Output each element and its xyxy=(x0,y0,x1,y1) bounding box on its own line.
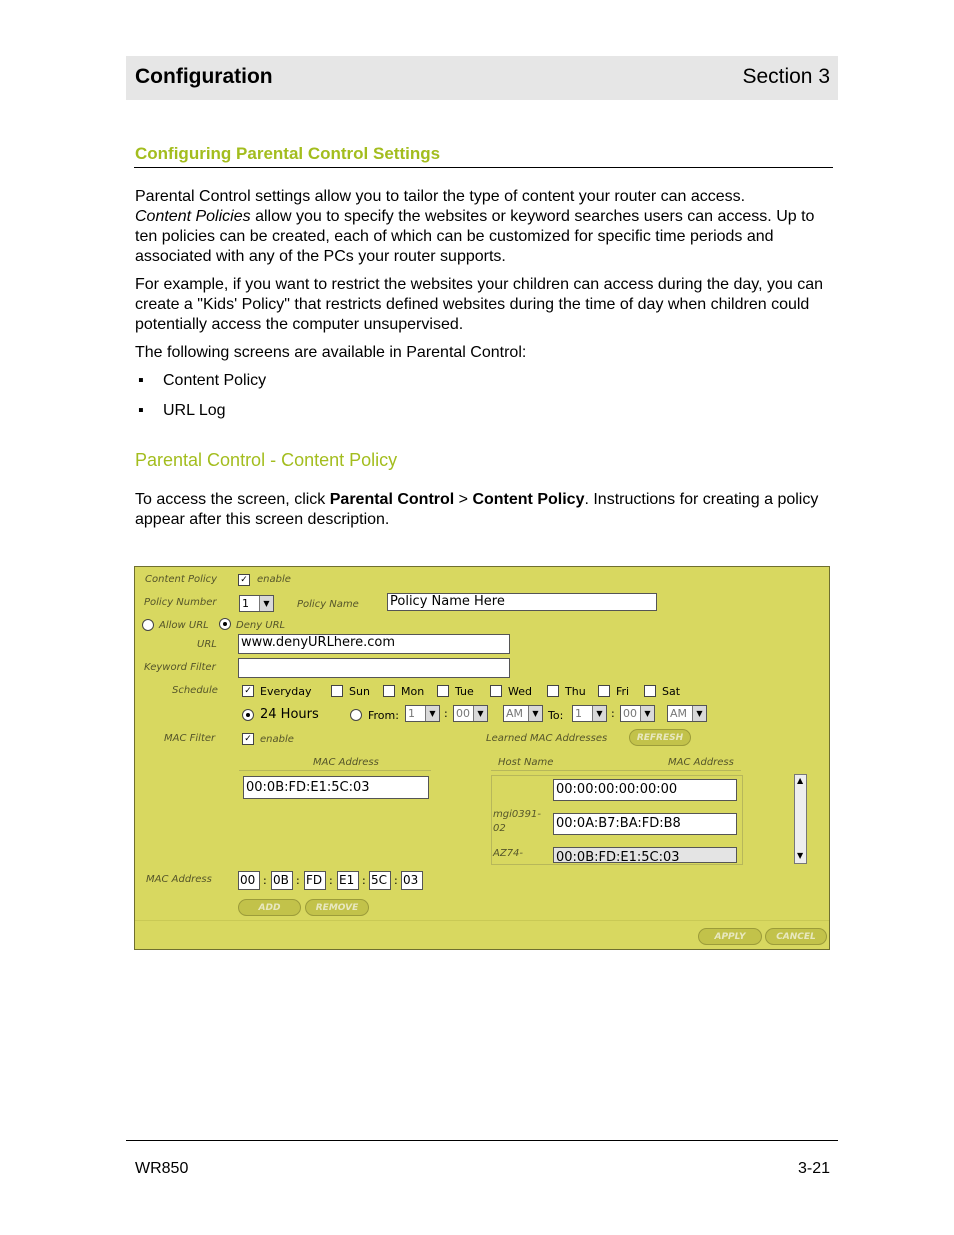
to-ampm-select[interactable]: AM ▼ xyxy=(667,705,707,722)
chevron-down-icon: ▼ xyxy=(592,706,606,721)
learned-mac-column: MAC Address xyxy=(668,757,734,768)
mac-octet-3[interactable]: FD xyxy=(304,871,326,890)
from-ampm-select[interactable]: AM ▼ xyxy=(503,705,543,722)
mac-octet-5[interactable]: 5C xyxy=(369,871,391,890)
refresh-button[interactable]: REFRESH xyxy=(629,729,691,746)
keyword-filter-label: Keyword Filter xyxy=(144,662,216,673)
url-input[interactable]: www.denyURLhere.com xyxy=(238,634,510,654)
bullet-url-log: URL Log xyxy=(163,402,226,419)
chevron-down-icon: ▼ xyxy=(425,706,439,721)
learned-mac-label: Learned MAC Addresses xyxy=(486,733,608,744)
column-rule xyxy=(491,770,741,771)
mac-colon: : xyxy=(362,874,366,887)
deny-url-label: Deny URL xyxy=(236,620,286,631)
policy-number-select[interactable]: 1 ▼ xyxy=(239,595,274,612)
chevron-down-icon: ▼ xyxy=(528,706,542,721)
paragraph-screens: The following screens are available in Parental Control: xyxy=(135,344,527,361)
mac-entry-label: MAC Address xyxy=(146,874,212,885)
mac-octet-4[interactable]: E1 xyxy=(337,871,359,890)
paragraph-intro: Parental Control settings allow you to tailor the type of content your router can access. Content Policies allow you to specify the websites or keyword searches users can access. Up to ten policies can be created, each of which can be customized for specific time periods and associated with any of the PCs your router supports. xyxy=(135,188,815,265)
mac-filter-enable-label: enable xyxy=(260,734,294,745)
keyword-filter-input[interactable] xyxy=(238,658,510,678)
mac-filter-enable-checkbox[interactable]: ✓ xyxy=(242,733,254,745)
subsection-title: Parental Control - Content Policy xyxy=(135,450,398,470)
everyday-checkbox[interactable]: ✓ xyxy=(242,685,254,697)
time-colon: : xyxy=(611,707,615,720)
content-policy-enable-checkbox[interactable]: ✓ xyxy=(238,574,250,586)
chevron-down-icon: ▼ xyxy=(473,706,487,721)
host-name-column: Host Name xyxy=(498,757,554,768)
from-minute-select[interactable]: 00 ▼ xyxy=(453,705,488,722)
24-hours-radio[interactable] xyxy=(242,709,254,721)
footer-rule xyxy=(126,1140,838,1141)
day-everyday-label: Everyday xyxy=(260,685,312,698)
day-mon-label: Mon xyxy=(401,685,425,698)
mac-address-column: MAC Address xyxy=(313,757,379,768)
to-label: To: xyxy=(548,709,564,722)
learned-host-name: mgi0391-02 xyxy=(493,809,541,834)
cancel-button[interactable]: CANCEL xyxy=(765,928,827,945)
learned-mac-entry[interactable]: 00:0B:FD:E1:5C:03 xyxy=(553,847,737,863)
mac-colon: : xyxy=(296,874,300,887)
schedule-label: Schedule xyxy=(172,685,218,696)
section-rule xyxy=(134,167,833,168)
wed-checkbox[interactable] xyxy=(490,685,502,697)
to-hour-select[interactable]: 1 ▼ xyxy=(572,705,607,722)
paragraph-access: To access the screen, click Parental Control > Content Policy. Instructions for creating a policy appear after this screen description. xyxy=(135,491,819,528)
from-radio[interactable] xyxy=(350,709,362,721)
paragraph-example: For example, if you want to restrict the websites your children can access during the day, you can create a "Kids' Policy" that restricts defined websites during the time of day when children could potentially access the computer unsupervised. xyxy=(135,276,824,333)
learned-host-name: AZ74- xyxy=(493,848,524,859)
section-title: Configuring Parental Control Settings xyxy=(135,144,441,163)
footer-page-number: 3-21 xyxy=(797,1160,830,1177)
header-title: Configuration xyxy=(135,65,273,88)
tue-checkbox[interactable] xyxy=(437,685,449,697)
policy-number-label: Policy Number xyxy=(144,597,217,608)
selected-mac-entry[interactable]: 00:0B:FD:E1:5C:03 xyxy=(243,776,429,799)
sat-checkbox[interactable] xyxy=(644,685,656,697)
mac-filter-label: MAC Filter xyxy=(164,733,216,744)
learned-mac-entry[interactable]: 00:0A:B7:BA:FD:B8 xyxy=(553,813,737,835)
sun-checkbox[interactable] xyxy=(331,685,343,697)
scroll-down-icon[interactable]: ▼ xyxy=(797,851,804,860)
day-fri-label: Fri xyxy=(616,685,630,698)
mac-octet-2[interactable]: 0B xyxy=(271,871,293,890)
allow-url-radio[interactable] xyxy=(142,619,154,631)
policy-name-label: Policy Name xyxy=(297,599,359,610)
chevron-down-icon: ▼ xyxy=(640,706,654,721)
deny-url-radio[interactable] xyxy=(219,618,231,630)
url-label: URL xyxy=(197,639,217,650)
remove-button[interactable]: REMOVE xyxy=(305,899,369,916)
from-label: From: xyxy=(368,709,399,722)
time-colon: : xyxy=(444,707,448,720)
scroll-up-icon[interactable]: ▲ xyxy=(797,776,804,785)
day-wed-label: Wed xyxy=(508,685,532,698)
content-policy-screenshot xyxy=(134,566,830,950)
policy-name-input[interactable]: Policy Name Here xyxy=(387,593,657,611)
bullet-icon: ▪ xyxy=(138,402,144,419)
content-policy-label: Content Policy xyxy=(145,574,218,585)
day-sat-label: Sat xyxy=(662,685,681,698)
24-hours-label: 24 Hours xyxy=(260,707,319,722)
allow-url-label: Allow URL xyxy=(159,620,209,631)
mac-colon: : xyxy=(394,874,398,887)
from-hour-select[interactable]: 1 ▼ xyxy=(405,705,440,722)
mac-octet-1[interactable]: 00 xyxy=(238,871,260,890)
day-tue-label: Tue xyxy=(455,685,474,698)
footer-model: WR850 xyxy=(135,1160,189,1177)
mac-colon: : xyxy=(263,874,267,887)
add-button[interactable]: ADD xyxy=(238,899,301,916)
column-rule xyxy=(239,770,431,771)
mon-checkbox[interactable] xyxy=(383,685,395,697)
apply-button[interactable]: APPLY xyxy=(698,928,762,945)
thu-checkbox[interactable] xyxy=(547,685,559,697)
bullet-icon: ▪ xyxy=(138,372,144,389)
header-section: Section 3 xyxy=(742,65,830,88)
chevron-down-icon: ▼ xyxy=(692,706,706,721)
to-minute-select[interactable]: 00 ▼ xyxy=(620,705,655,722)
enable-label: enable xyxy=(257,574,291,585)
mac-octet-6[interactable]: 03 xyxy=(401,871,423,890)
footer-rule xyxy=(135,920,829,921)
day-thu-label: Thu xyxy=(565,685,586,698)
bullet-content-policy: Content Policy xyxy=(163,372,267,389)
day-sun-label: Sun xyxy=(349,685,370,698)
chevron-down-icon: ▼ xyxy=(259,596,273,611)
fri-checkbox[interactable] xyxy=(598,685,610,697)
learned-mac-entry[interactable]: 00:00:00:00:00:00 xyxy=(553,779,737,801)
mac-colon: : xyxy=(329,874,333,887)
